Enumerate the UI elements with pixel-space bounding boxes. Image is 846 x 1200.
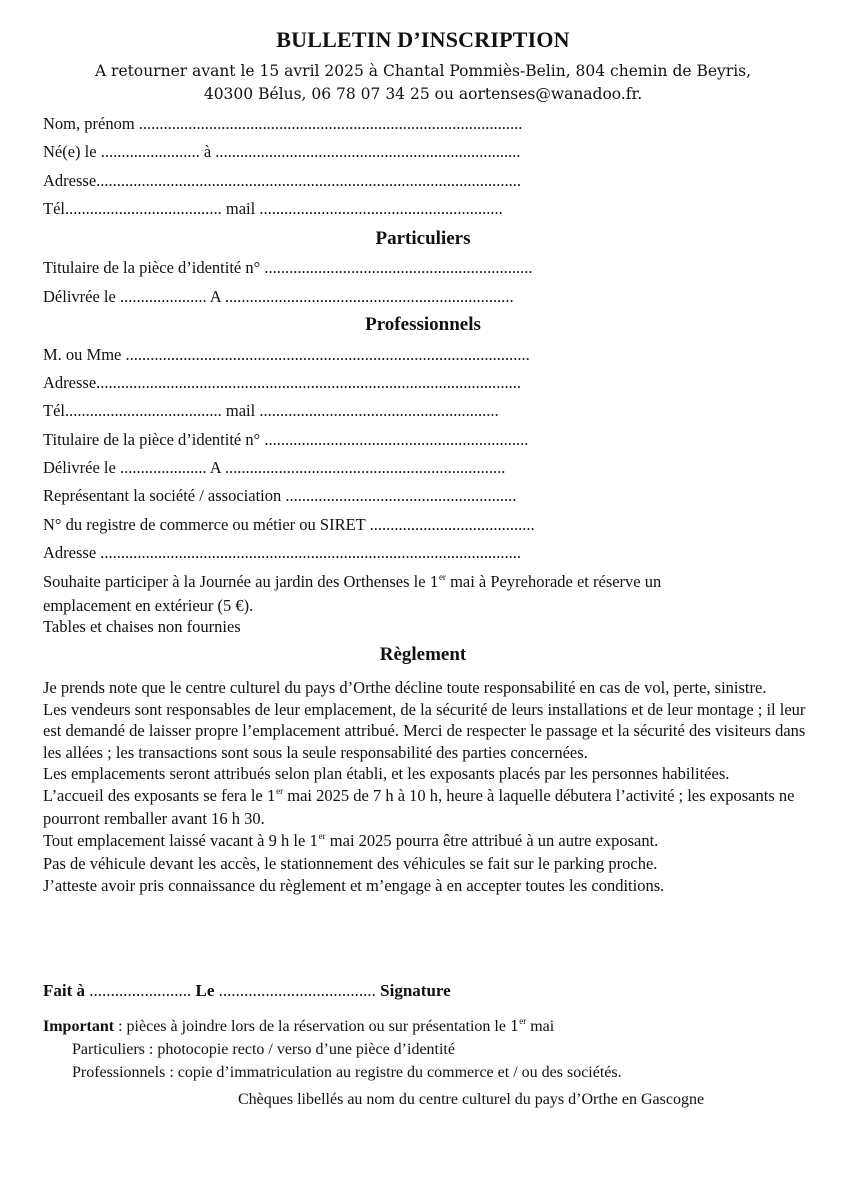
field-pro-adresse-2[interactable]: Adresse ...................................................................................................... — [43, 543, 522, 562]
field-pro-registre[interactable]: N° du registre de commerce ou métier ou SIRET ........................................ — [43, 515, 535, 534]
signature-line[interactable] — [43, 981, 451, 1001]
field-part-piece-identite[interactable]: Titulaire de la pièce d’identité n° ................................................................. — [43, 258, 533, 277]
reglement-p5: Tout emplacement laissé vacant à 9 h le 1er mai 2025 pourra être attribué à un autre exposant. — [43, 830, 659, 850]
participation-line-3: Tables et chaises non fournies — [43, 617, 241, 636]
reglement-text — [43, 677, 813, 896]
signature-label: Signature — [380, 981, 451, 1000]
reglement-p3: Les emplacements seront attribués selon plan établi, et les exposants placés par les personnes habilitées. — [43, 764, 730, 783]
reglement-p2: Les vendeurs sont responsables de leur emplacement, de la sécurité de leurs installations et de leur montage ; il leur est demandé de laisser propre l’emplacement attribué. Merci de respecter le passage et la sécurité des visiteurs dans les allées ; les transactions sont sous la seule responsabilité des parties concernées. — [43, 699, 806, 762]
field-adresse[interactable]: Adresse....................................................................................................... — [43, 171, 522, 190]
field-pro-adresse[interactable]: Adresse....................................................................................................... — [43, 373, 522, 392]
field-pro-piece-identite[interactable]: Titulaire de la pièce d’identité n° ................................................................ — [43, 430, 529, 449]
heading-reglement: Règlement — [379, 644, 467, 665]
important-particuliers: Particuliers : photocopie recto / verso d’une pièce d’identité — [72, 1041, 455, 1058]
heading-particuliers: Particuliers — [375, 228, 471, 249]
reglement-p4: L’accueil des exposants se fera le 1er mai 2025 de 7 h à 10 h, heure à laquelle débutera l’activité ; les exposants ne pourront remballer avant 16 h 30. — [43, 785, 795, 828]
heading-professionnels: Professionnels — [365, 314, 481, 335]
field-pro-tel-mail[interactable]: Tél...................................... mail .......................................................... — [43, 401, 499, 420]
le-dots[interactable]: ..................................... — [214, 981, 381, 1000]
fait-a-label: Fait à — [43, 981, 86, 1000]
le-label: Le — [195, 981, 215, 1000]
return-address-line-2: 40300 Bélus, 06 78 07 34 25 ou aortenses@wanadoo.fr. — [203, 85, 643, 103]
participation-line-1: Souhaite participer à la Journée au jardin des Orthenses le 1er mai à Peyrehorade et réserve un — [43, 572, 662, 591]
page-title: BULLETIN D’INSCRIPTION — [276, 27, 570, 52]
field-part-delivree[interactable]: Délivrée le ..................... A ...................................................................... — [43, 287, 514, 306]
fait-a-dots[interactable]: ........................ — [85, 981, 196, 1000]
reglement-p6: Pas de véhicule devant les accès, le stationnement des véhicules se fait sur le parking proche. — [43, 854, 658, 873]
reglement-p7: J’atteste avoir pris connaissance du règlement et m’engage à en accepter toutes les conditions. — [43, 875, 665, 895]
field-nom-prenom[interactable]: Nom, prénom ............................................................................................. — [43, 114, 523, 133]
reglement-p1: Je prends note que le centre culturel du pays d’Orthe décline toute responsabilité en cas de vol, perte, sinistre. — [43, 678, 767, 697]
important-line: Important : pièces à joindre lors de la réservation ou sur présentation le 1er mai — [43, 1016, 555, 1035]
participation-block — [43, 571, 813, 638]
cheques-note: Chèques libellés au nom du centre culturel du pays d’Orthe en Gascogne — [238, 1091, 705, 1108]
participation-line-2: emplacement en extérieur (5 €). — [43, 595, 254, 615]
field-pro-nom[interactable]: M. ou Mme .................................................................................................. — [43, 345, 530, 364]
field-pro-societe[interactable]: Représentant la société / association ........................................................ — [43, 486, 517, 505]
important-professionnels: Professionnels : copie d’immatriculation au registre du commerce et / ou des sociétés. — [72, 1064, 622, 1081]
return-address-line-1: A retourner avant le 15 avril 2025 à Chantal Pommiès-Belin, 804 chemin de Beyris, — [94, 62, 752, 80]
field-naissance[interactable]: Né(e) le ........................ à .......................................................................... — [43, 142, 521, 161]
field-pro-delivree[interactable]: Délivrée le ..................... A .................................................................... — [43, 458, 506, 477]
field-tel-mail[interactable]: Tél...................................... mail ........................................................... — [43, 199, 503, 218]
